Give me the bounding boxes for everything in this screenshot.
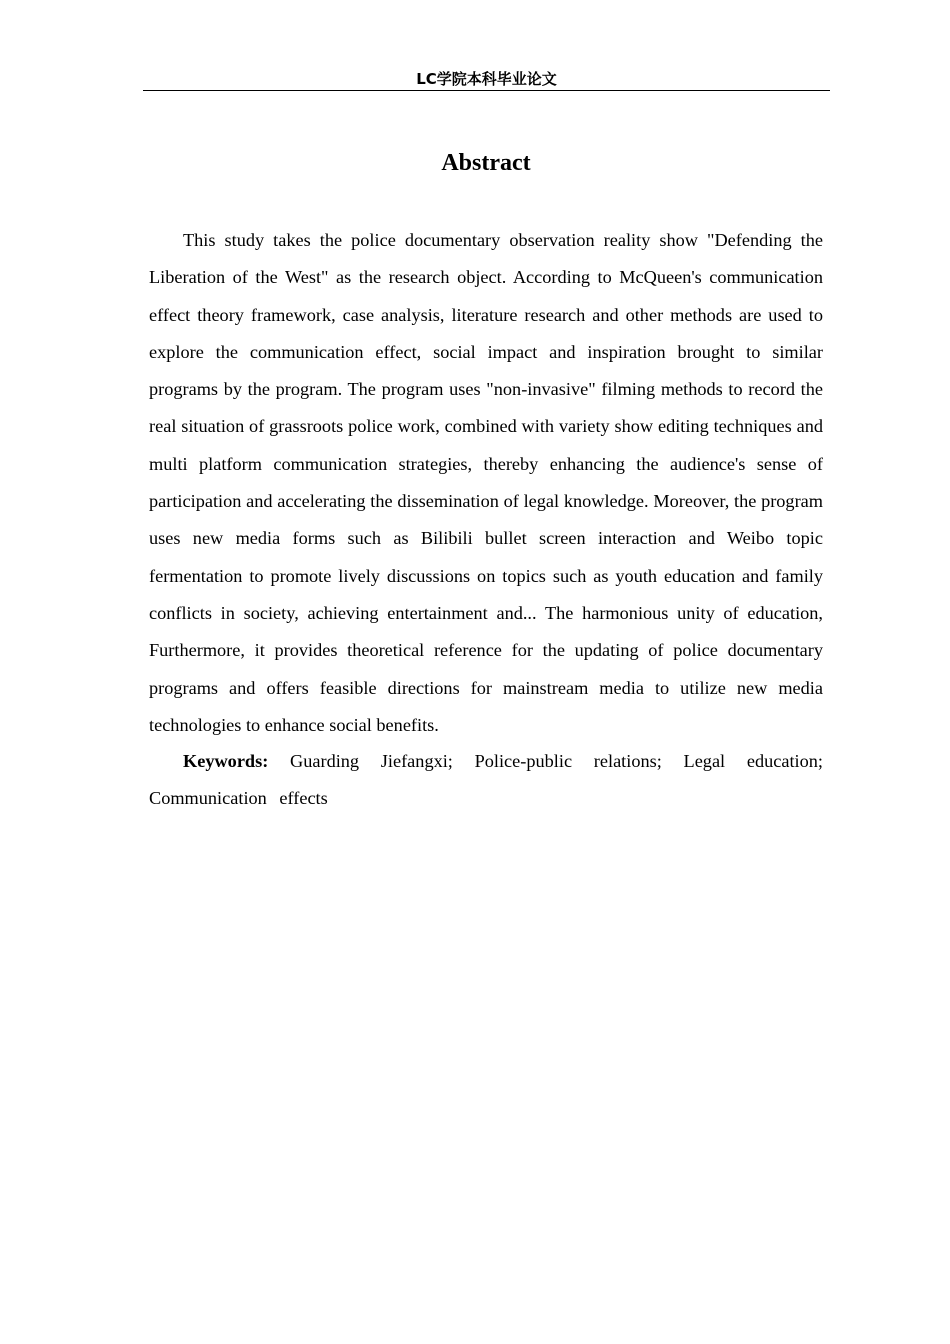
keywords-label: Keywords: [183,751,269,771]
abstract-title: Abstract [441,150,531,176]
abstract-body: This study takes the police documentary observation reality show "Defending the Liberation of the West" as the research object. According to McQueen's communication effect theory framework, case analysis, literature research and other methods are used to explore the communication effect, social impact and inspiration brought to similar programs by the program. The program uses "non-invasive" filming methods to record the real situation of grassroots police work, combined with variety show editing techniques and multi platform communication strategies, thereby enhancing the audience's sense of participation and accelerating the dissemination of legal knowledge. Moreover, the program uses new media forms such as Bilibili bullet screen interaction and Weibo topic fermentation to promote lively discussions on topics such as youth education and family conflicts in society, achieving entertainment and... The harmonious unity of education, Furthermore, it provides theoretical reference for the updating of police documentary programs and offers feasible directions for mainstream media to utilize new media technologies to enhance social benefits. [149,230,823,735]
page-header [143,68,830,91]
running-title: LC学院本科毕业论文 [416,70,557,88]
keywords-list: Guarding Jiefangxi; Police-public relations; Legal education; Communication effects [149,751,823,809]
keywords-paragraph [149,743,823,818]
